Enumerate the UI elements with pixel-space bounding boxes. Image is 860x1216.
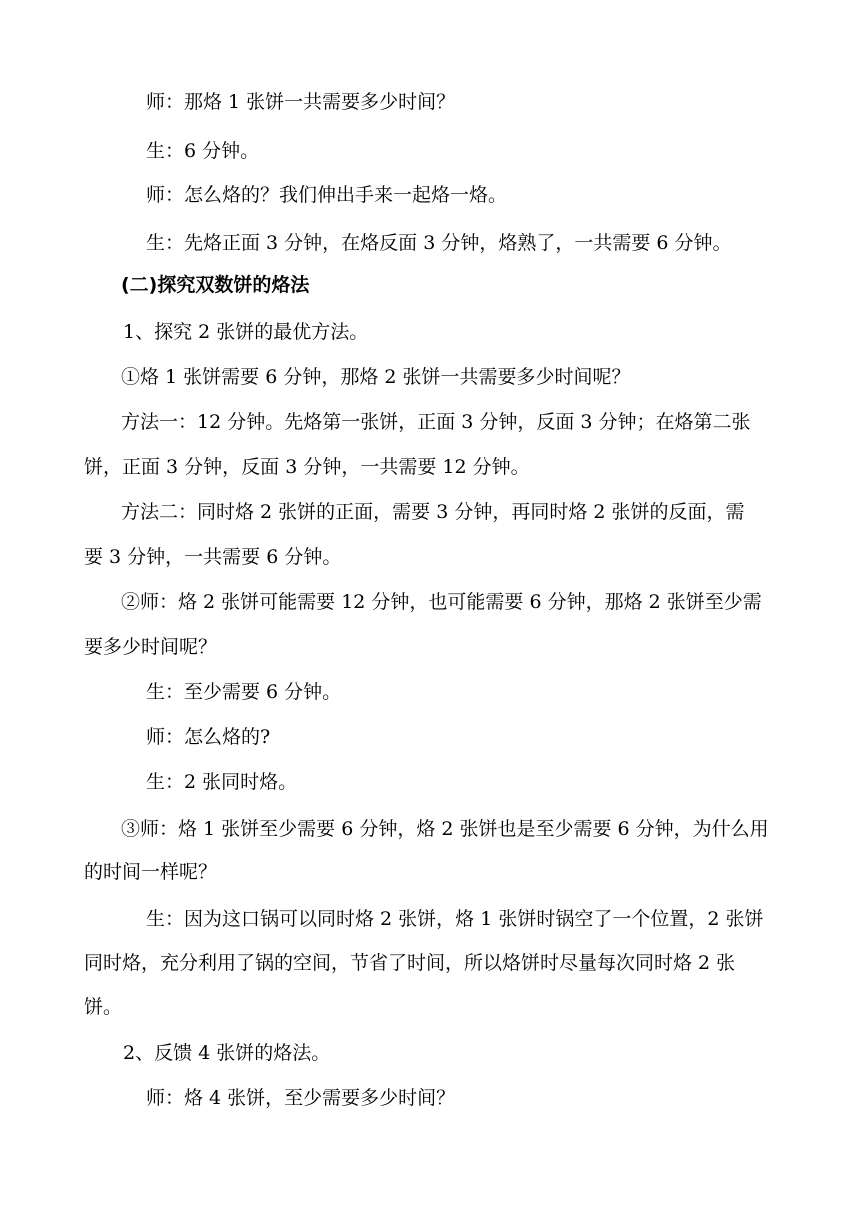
subsection-heading: 2、反馈 4 张饼的烙法。: [123, 1042, 331, 1064]
paragraph-line: 方法一：12 分钟。先烙第一张饼，正面 3 分钟，反面 3 分钟；在烙第二张: [121, 411, 751, 433]
section-heading: (二)探究双数饼的烙法: [121, 274, 310, 296]
dialogue-line: 生：2 张同时烙。: [146, 771, 298, 793]
paragraph-line: ③师：烙 1 张饼至少需要 6 分钟，烙 2 张饼也是至少需要 6 分钟，为什么用: [121, 818, 769, 840]
dialogue-line: 生：6 分钟。: [146, 140, 260, 162]
dialogue-line: 师：烙 4 张饼，至少需要多少时间？: [146, 1087, 456, 1109]
dialogue-line: 生：至少需要 6 分钟。: [146, 681, 342, 703]
paragraph-line: ②师：烙 2 张饼可能需要 12 分钟，也可能需要 6 分钟，那烙 2 张饼至少需: [121, 591, 762, 613]
subsection-heading: 1、探究 2 张饼的最优方法。: [123, 321, 369, 343]
paragraph-line: 要多少时间呢？: [84, 636, 218, 658]
dialogue-line: 师：那烙 1 张饼一共需要多少时间？: [146, 91, 456, 113]
paragraph-line: 生：因为这口锅可以同时烙 2 张饼，烙 1 张饼时锅空了一个位置，2 张饼: [146, 908, 764, 930]
dialogue-line: 生：先烙正面 3 分钟，在烙反面 3 分钟，烙熟了，一共需要 6 分钟。: [146, 232, 732, 254]
paragraph-line: 饼，正面 3 分钟，反面 3 分钟，一共需要 12 分钟。: [84, 456, 530, 478]
dialogue-line: 师：怎么烙的?: [146, 726, 271, 748]
paragraph-line: 方法二：同时烙 2 张饼的正面，需要 3 分钟，再同时烙 2 张饼的反面，需: [121, 501, 745, 523]
paragraph-line: 饼。: [84, 996, 123, 1018]
paragraph-line: 同时烙，充分利用了锅的空间，节省了时间，所以烙饼时尽量每次同时烙 2 张: [84, 952, 736, 974]
paragraph-line: 要 3 分钟，一共需要 6 分钟。: [84, 546, 342, 568]
paragraph-line: ①烙 1 张饼需要 6 分钟，那烙 2 张饼一共需要多少时间呢？: [121, 366, 631, 388]
paragraph-line: 的时间一样呢？: [84, 861, 218, 883]
dialogue-line: 师：怎么烙的？我们伸出手来一起烙一烙。: [146, 184, 508, 206]
